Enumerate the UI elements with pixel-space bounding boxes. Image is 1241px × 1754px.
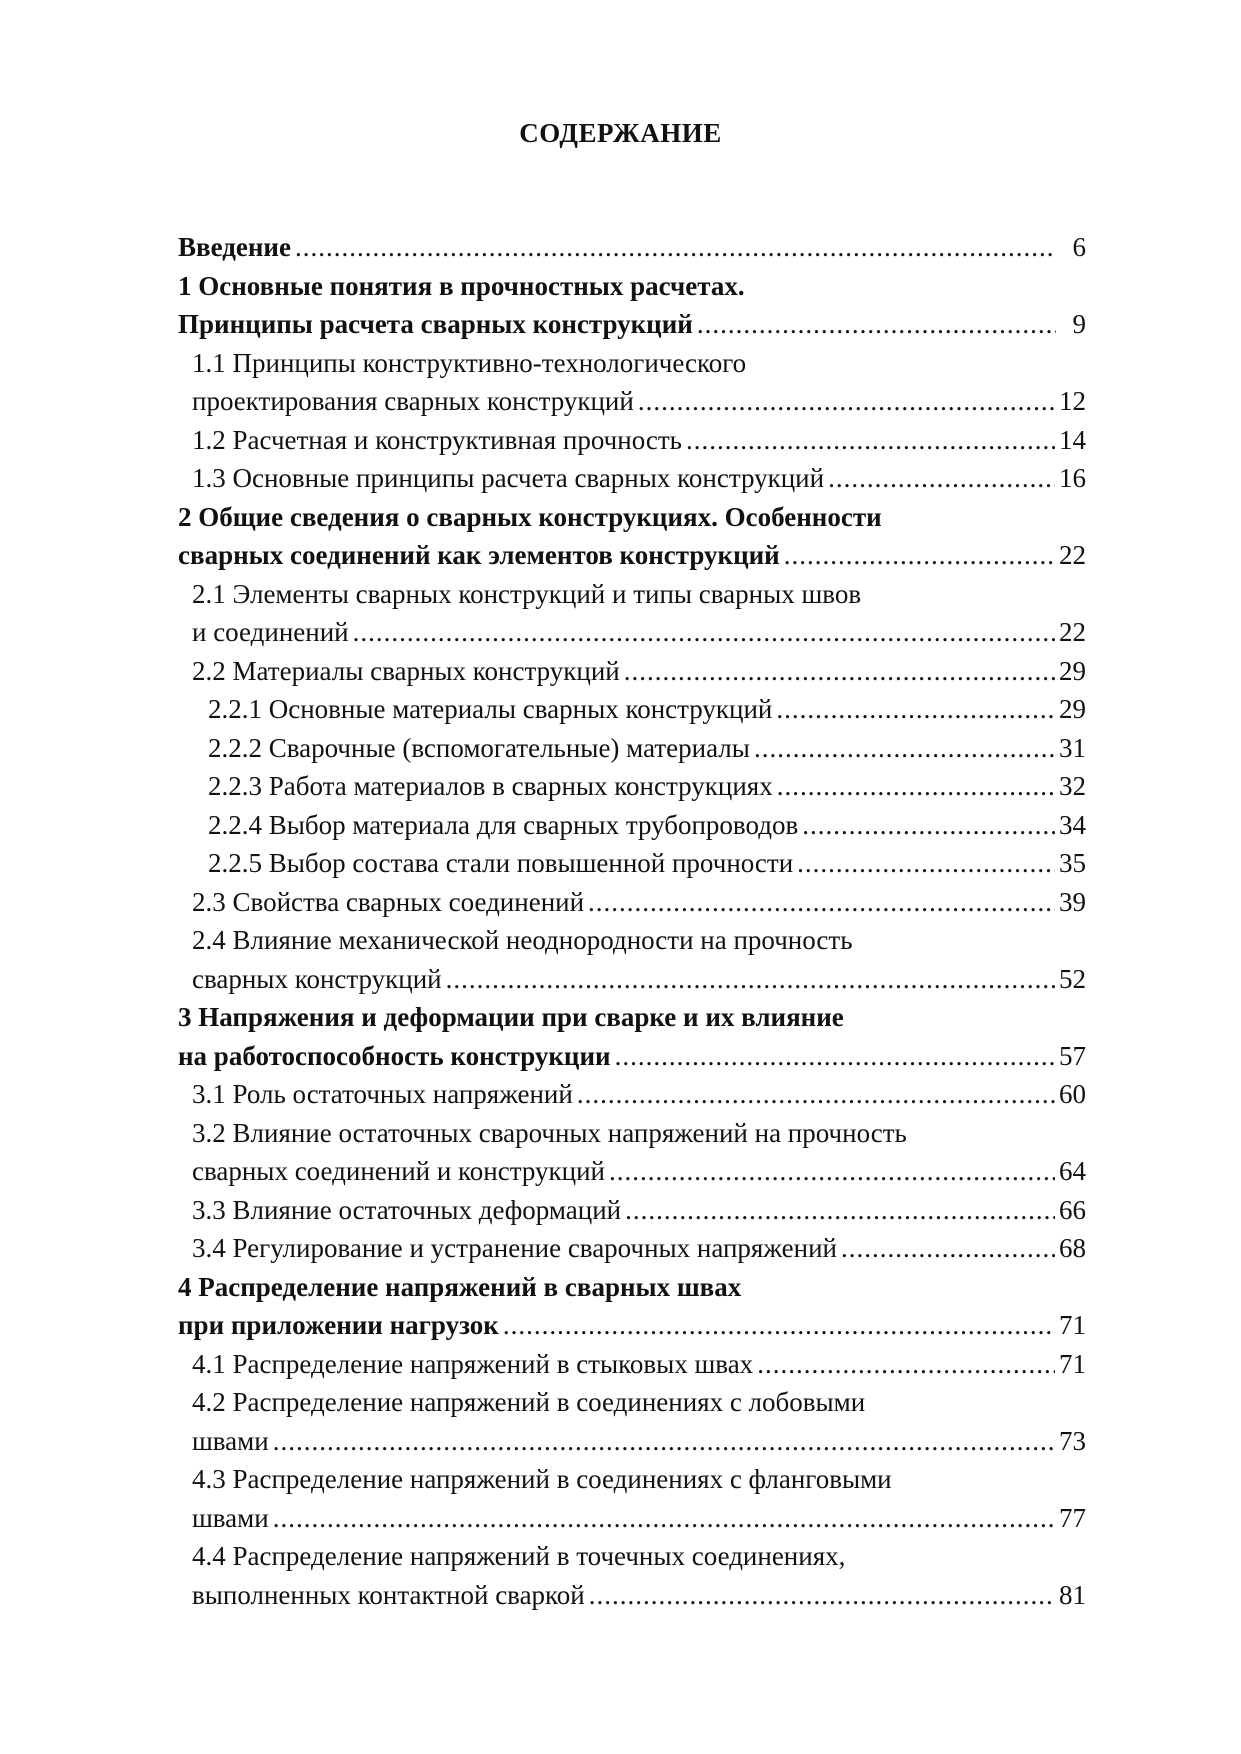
toc-entry-title: 4.4 Распределение напряжений в точечных соединениях, <box>192 1541 846 1571</box>
toc-page-number: 39 <box>1059 886 1086 917</box>
toc-entry[interactable] <box>178 1537 1086 1576</box>
dot-leader <box>686 421 1055 460</box>
toc-entry-title: 1 Основные понятия в прочностных расчетах. <box>178 270 745 301</box>
dot-leader <box>295 228 1056 267</box>
dot-leader <box>273 1499 1055 1538</box>
toc-page-number: 31 <box>1059 732 1086 763</box>
dot-leader <box>446 960 1055 999</box>
toc-entry-title: Принципы расчета сварных конструкций <box>178 309 693 339</box>
toc-page-number: 35 <box>1059 848 1086 878</box>
toc-entry-title: 3.4 Регулирование и устранение сварочных напряжений <box>192 1233 837 1263</box>
toc-entry[interactable] <box>178 1422 1086 1461</box>
dot-leader <box>797 844 1055 883</box>
dot-leader <box>841 1229 1055 1268</box>
toc-page-number: 9 <box>1072 309 1086 339</box>
toc-entry-title: швами <box>192 1425 269 1456</box>
toc-page-number: 14 <box>1059 424 1086 455</box>
toc-entry-title: 4.3 Распределение напряжений в соединениях с фланговыми <box>192 1464 892 1494</box>
toc-page-number: 71 <box>1059 1348 1086 1379</box>
dot-leader <box>589 1576 1055 1615</box>
table-of-contents <box>178 228 1086 1614</box>
dot-leader <box>615 1037 1055 1076</box>
toc-entry-title: 1.1 Принципы конструктивно-технологического <box>192 347 747 378</box>
toc-entry[interactable] <box>178 806 1086 845</box>
toc-entry-title: и соединений <box>192 617 349 647</box>
dot-leader <box>828 459 1055 498</box>
toc-page-number: 60 <box>1059 1079 1086 1109</box>
toc-page-number: 73 <box>1059 1425 1086 1456</box>
toc-page-number: 66 <box>1059 1194 1086 1225</box>
toc-entry[interactable] <box>178 1191 1086 1230</box>
toc-entry[interactable] <box>178 1152 1086 1191</box>
toc-entry[interactable] <box>178 1499 1086 1538</box>
dot-leader <box>353 613 1055 652</box>
toc-entry-title: 2.2.2 Сварочные (вспомогательные) материалы <box>208 732 750 763</box>
toc-entry-title: 4.1 Распределение напряжений в стыковых швах <box>192 1348 754 1379</box>
toc-entry-title: 2.3 Свойства сварных соединений <box>192 886 585 917</box>
toc-entry-title: 2.2.4 Выбор материала для сварных трубопроводов <box>208 809 799 840</box>
toc-entry[interactable] <box>178 382 1086 421</box>
toc-entry-title: 4.2 Распределение напряжений в соединениях с лобовыми <box>192 1387 866 1417</box>
toc-entry-title: 1.3 Основные принципы расчета сварных конструкций <box>192 463 825 493</box>
toc-entry-title: 2.4 Влияние механической неоднородности на прочность <box>192 925 853 955</box>
toc-page-number: 16 <box>1059 463 1086 493</box>
toc-entry[interactable] <box>178 1037 1086 1076</box>
toc-entry-title: 2.2 Материалы сварных конструкций <box>192 655 620 686</box>
toc-entry[interactable] <box>178 690 1086 729</box>
toc-entry[interactable] <box>178 344 1086 383</box>
toc-page-number: 81 <box>1059 1579 1086 1610</box>
toc-page-number: 52 <box>1059 963 1086 994</box>
toc-entry-title: 1.2 Расчетная и конструктивная прочность <box>192 424 682 455</box>
toc-entry-title: Введение <box>178 232 291 262</box>
toc-entry[interactable] <box>178 267 1086 306</box>
toc-entry-title: 2.2.5 Выбор состава стали повышенной прочности <box>208 848 794 878</box>
dot-leader <box>273 1422 1055 1461</box>
toc-page-number: 22 <box>1059 617 1086 647</box>
toc-entry-title: сварных соединений и конструкций <box>192 1156 605 1186</box>
toc-entry[interactable] <box>178 844 1086 883</box>
toc-entry[interactable] <box>178 1306 1086 1345</box>
toc-page-number: 32 <box>1059 771 1086 801</box>
toc-entry[interactable] <box>178 1268 1086 1307</box>
dot-leader <box>638 382 1055 421</box>
dot-leader <box>754 729 1055 768</box>
toc-entry[interactable] <box>178 1114 1086 1153</box>
toc-entry[interactable] <box>178 1229 1086 1268</box>
toc-entry-title: выполненных контактной сваркой <box>192 1579 585 1610</box>
toc-entry-title: на работоспособность конструкции <box>178 1040 611 1071</box>
toc-entry-title: сварных соединений как элементов конструкций <box>178 540 780 570</box>
toc-entry-title: 2.2.1 Основные материалы сварных конструкций <box>208 694 773 724</box>
toc-entry[interactable] <box>178 228 1086 267</box>
toc-entry[interactable] <box>178 575 1086 614</box>
dot-leader <box>776 690 1055 729</box>
toc-page-number: 77 <box>1059 1502 1086 1533</box>
dot-leader <box>609 1152 1055 1191</box>
toc-entry[interactable] <box>178 921 1086 960</box>
toc-entry[interactable] <box>178 498 1086 537</box>
toc-page-number: 12 <box>1059 386 1086 416</box>
toc-entry[interactable] <box>178 1345 1086 1384</box>
toc-entry[interactable] <box>178 1383 1086 1422</box>
toc-entry-title: 2.2.3 Работа материалов в сварных конструкциях <box>208 771 773 801</box>
toc-page-number: 34 <box>1059 809 1086 840</box>
toc-entry-title: 3.1 Роль остаточных напряжений <box>192 1079 573 1109</box>
toc-entry-title: 2.1 Элементы сварных конструкций и типы сварных швов <box>192 578 862 609</box>
toc-entry[interactable] <box>178 613 1086 652</box>
toc-entry[interactable] <box>178 459 1086 498</box>
toc-entry-title: при приложении нагрузок <box>178 1310 499 1340</box>
toc-entry[interactable] <box>178 960 1086 999</box>
toc-entry-title: 3.3 Влияние остаточных деформаций <box>192 1194 622 1225</box>
toc-entry[interactable] <box>178 652 1086 691</box>
toc-page-number: 64 <box>1059 1156 1086 1186</box>
toc-page-number: 57 <box>1059 1040 1086 1071</box>
toc-entry[interactable] <box>178 305 1086 344</box>
dot-leader <box>802 806 1055 845</box>
toc-entry[interactable] <box>178 883 1086 922</box>
toc-page-number: 29 <box>1059 694 1086 724</box>
dot-leader <box>503 1306 1055 1345</box>
toc-page-number: 22 <box>1059 540 1086 570</box>
dot-leader <box>697 305 1056 344</box>
toc-page-number: 71 <box>1059 1310 1086 1340</box>
dot-leader <box>577 1075 1055 1114</box>
page-title: СОДЕРЖАНИЕ <box>519 118 722 148</box>
toc-entry[interactable] <box>178 1075 1086 1114</box>
dot-leader <box>588 883 1055 922</box>
toc-page-number: 29 <box>1059 655 1086 686</box>
toc-entry-title: 3 Напряжения и деформации при сварке и их влияние <box>178 1002 844 1032</box>
dot-leader <box>624 652 1055 691</box>
toc-entry-title: проектирования сварных конструкций <box>192 386 634 416</box>
toc-entry[interactable] <box>178 767 1086 806</box>
toc-entry[interactable] <box>178 998 1086 1037</box>
toc-entry-title: 4 Распределение напряжений в сварных швах <box>178 1271 742 1302</box>
toc-entry-title: швами <box>192 1502 269 1533</box>
toc-page-number: 68 <box>1059 1233 1086 1263</box>
dot-leader <box>777 767 1055 806</box>
toc-entry[interactable] <box>178 536 1086 575</box>
toc-page-number: 6 <box>1072 232 1086 262</box>
dot-leader <box>625 1191 1055 1230</box>
dot-leader <box>784 536 1055 575</box>
toc-entry[interactable] <box>178 421 1086 460</box>
toc-entry-title: 2 Общие сведения о сварных конструкциях. Особенности <box>178 501 882 532</box>
toc-entry[interactable] <box>178 1576 1086 1615</box>
toc-entry-title: 3.2 Влияние остаточных сварочных напряжений на прочность <box>192 1117 907 1148</box>
toc-entry[interactable] <box>178 1460 1086 1499</box>
toc-entry-title: сварных конструкций <box>192 963 442 994</box>
dot-leader <box>757 1345 1055 1384</box>
toc-entry[interactable] <box>178 729 1086 768</box>
